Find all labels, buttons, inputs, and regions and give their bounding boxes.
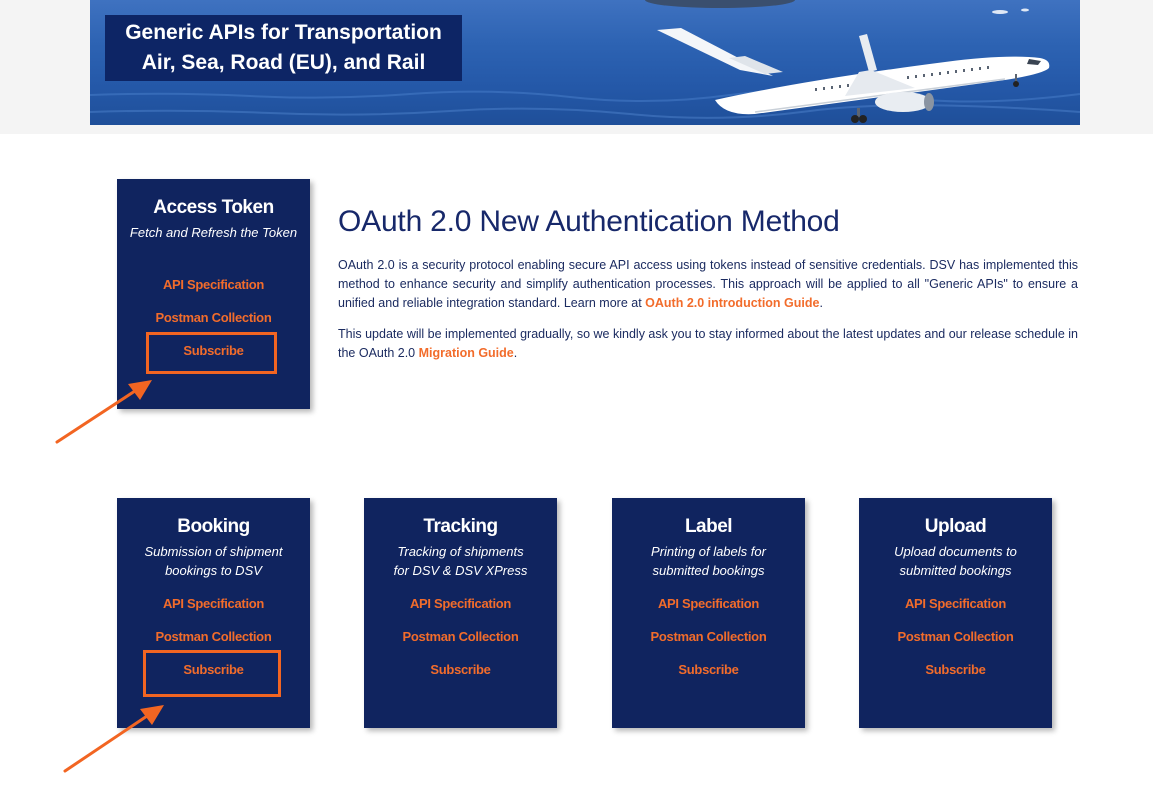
postman-collection-link[interactable]: Postman Collection <box>650 629 767 644</box>
api-specification-link[interactable]: API Specification <box>162 596 265 611</box>
subscribe-link[interactable]: Subscribe <box>430 662 491 677</box>
card-title: Upload <box>924 516 987 537</box>
banner-title-line2: Air, Sea, Road (EU), and Rail <box>141 51 426 74</box>
card-subtitle-line1: Tracking of shipments <box>397 544 524 559</box>
card-subtitle-line2: bookings to DSV <box>165 563 262 578</box>
card-subtitle-line2: submitted bookings <box>652 563 765 578</box>
subscribe-link[interactable]: Subscribe <box>183 662 244 677</box>
postman-collection-link[interactable]: Postman Collection <box>402 629 519 644</box>
card-subtitle-line2: submitted bookings <box>899 563 1012 578</box>
postman-collection-link[interactable]: Postman Collection <box>897 629 1014 644</box>
banner-title-line1: Generic APIs for Transportation <box>125 21 442 44</box>
oauth-introduction-guide-link[interactable]: OAuth 2.0 introduction Guide <box>645 296 820 310</box>
paragraph-text: OAuth 2.0 is a security protocol enabling secure API access using tokens instead of sensitive credentials. DSV has implemented this method to enhance security and simplify authentication processes. This approach will be applied to all "Generic APIs" to ensure a unified and reliable integration standard. Learn more at <box>338 258 1078 310</box>
hero-banner <box>90 0 1080 125</box>
card-title: Booking <box>177 516 250 537</box>
api-specification-link[interactable]: API Specification <box>409 596 512 611</box>
card-upload <box>859 498 1052 728</box>
card-subtitle <box>127 542 300 580</box>
card-subtitle: Fetch and Refresh the Token <box>129 225 298 240</box>
paragraph-end: . <box>513 346 518 360</box>
card-label <box>612 498 805 728</box>
paragraph-text: This update will be implemented gradually, so we kindly ask you to stay informed about the latest updates and our release schedule in the OAuth 2.0 <box>338 327 1078 360</box>
card-subtitle <box>622 542 795 580</box>
card-subtitle <box>374 542 547 580</box>
card-subtitle-line1: Upload documents to <box>894 544 1017 559</box>
api-specification-link[interactable]: API Specification <box>657 596 760 611</box>
card-subtitle-line2: for DSV & DSV XPress <box>393 563 528 578</box>
card-subtitle <box>869 542 1042 580</box>
api-specification-link[interactable]: API Specification <box>904 596 1007 611</box>
migration-guide-link[interactable]: Migration Guide <box>418 346 514 360</box>
subscribe-link[interactable]: Subscribe <box>678 662 739 677</box>
card-title: Tracking <box>423 516 498 537</box>
subscribe-highlight-box <box>146 332 277 374</box>
card-access-token <box>117 179 310 409</box>
subscribe-highlight-box <box>143 650 281 697</box>
postman-collection-link[interactable]: Postman Collection <box>155 310 272 325</box>
oauth-article <box>338 205 1078 363</box>
postman-collection-link[interactable]: Postman Collection <box>155 629 272 644</box>
card-title: Label <box>684 516 733 537</box>
article-paragraph-2 <box>338 325 1078 363</box>
subscribe-link[interactable]: Subscribe <box>183 343 244 358</box>
airplane-icon <box>645 18 1065 125</box>
card-subtitle-line1: Printing of labels for <box>651 544 766 559</box>
article-paragraph-1 <box>338 256 1078 313</box>
api-specification-link[interactable]: API Specification <box>162 277 265 292</box>
card-subtitle-line1: Submission of shipment <box>144 544 283 559</box>
banner-title <box>105 15 462 81</box>
card-tracking <box>364 498 557 728</box>
paragraph-end: . <box>819 296 823 310</box>
card-title: Access Token <box>153 197 274 218</box>
subscribe-link[interactable]: Subscribe <box>925 662 986 677</box>
page-title: OAuth 2.0 New Authentication Method <box>338 205 840 238</box>
